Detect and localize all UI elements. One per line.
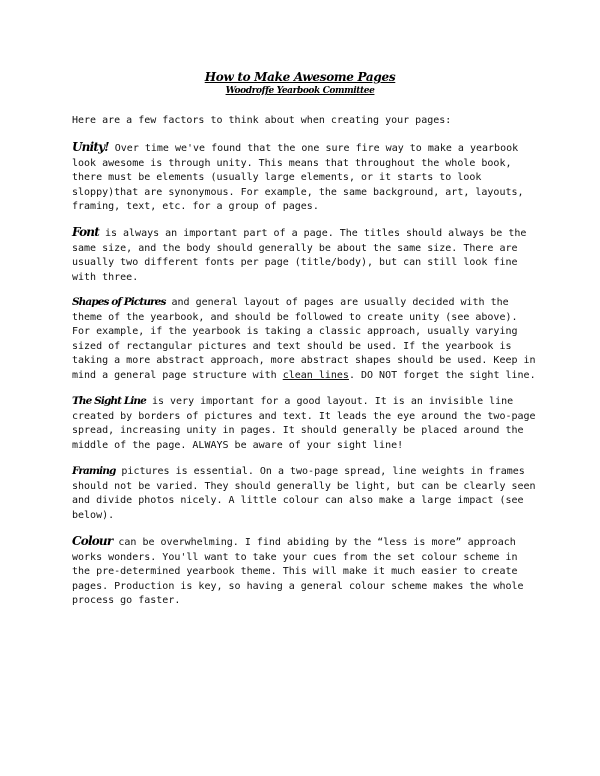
section-unity-line xyxy=(72,140,547,157)
section-shapes-text: mind a general page structure with xyxy=(72,369,283,381)
section-font-line: same size, and the body should generally be about the same size. There are xyxy=(72,242,518,254)
section-sight-line-text: is very important for a good layout. It is an invisible line xyxy=(145,396,514,407)
section-font-line: usually two different fonts per page (title/body), but can still look fine xyxy=(72,257,518,268)
section-font-heading: Font xyxy=(72,225,99,239)
section-colour-text: can be overwhelming. I find abiding by the “less is more” approach xyxy=(112,537,516,548)
section-shapes-line xyxy=(72,295,547,311)
section-framing-text: pictures is essential. On a two-page spread, line weights in frames xyxy=(115,466,525,477)
section-shapes-line: taking a more abstract approach, more abstract shapes should be used. Keep in xyxy=(72,355,536,366)
section-sight-line-line: spread, increasing unity in pages. It should generally be placed around the xyxy=(72,425,524,436)
section-framing-line: and divide photos nicely. A little colour can also make a large impact (see xyxy=(72,495,524,506)
section-unity-heading: Unity! xyxy=(72,140,109,154)
section-colour-line: the pre-determined yearbook theme. This will make it much easier to create xyxy=(72,566,518,577)
section-colour-line xyxy=(72,534,547,551)
section-shapes-heading: Shapes of Pictures xyxy=(72,296,166,308)
section-font-text: is always an important part of a page. The titles should always be the xyxy=(98,228,527,239)
section-unity-line: look awesome is through unity. This means that throughout the whole book, xyxy=(72,157,512,169)
page-subtitle: Woodroffe Yearbook Committee xyxy=(225,86,375,96)
section-colour-line: works wonders. You'll want to take your cues from the set colour scheme in xyxy=(72,551,518,563)
section-shapes-line xyxy=(72,369,547,384)
section-framing-line xyxy=(72,464,547,480)
section-sight-line xyxy=(72,394,547,453)
section-sight-line-line xyxy=(72,394,547,410)
clean-lines-emphasis: clean lines xyxy=(282,369,349,381)
section-framing xyxy=(72,464,547,523)
section-unity-text: Over time we've found that the one sure fire way to make a yearbook xyxy=(108,143,519,154)
section-unity-line: framing, text, etc. for a group of pages. xyxy=(72,201,319,212)
section-shapes-text: . DO NOT forget the sight line. xyxy=(348,369,536,381)
section-shapes-line: sized of rectangular pictures and text should be used. If the yearbook is xyxy=(72,340,512,352)
section-unity xyxy=(72,140,547,215)
page-title: How to Make Awesome Pages xyxy=(204,70,396,84)
intro-paragraph: Here are a few factors to think about when creating your pages: xyxy=(72,115,452,126)
section-font-line xyxy=(72,225,547,242)
section-colour-line: process go faster. xyxy=(72,595,181,606)
section-colour-heading: Colour xyxy=(72,534,113,548)
section-font-line: with three. xyxy=(72,271,139,283)
section-shapes-line: For example, if the yearbook is taking a classic approach, usually varying xyxy=(72,326,518,337)
section-sight-line-line: middle of the page. ALWAYS be aware of your sight line! xyxy=(72,439,404,451)
section-colour xyxy=(72,534,547,609)
section-unity-line: sloppy)that are synonymous. For example, the same background, art, layouts, xyxy=(72,186,524,198)
section-shapes-text: and general layout of pages are usually decided with the xyxy=(165,297,509,308)
section-shapes-line: theme of the yearbook, and should be followed to create unity (see above). xyxy=(72,311,518,323)
section-unity-line: there must be elements (usually large elements, or it starts to look xyxy=(72,172,482,183)
section-shapes xyxy=(72,295,547,383)
section-framing-line: below). xyxy=(72,509,115,521)
section-framing-line: should not be varied. They should generally be light, but can be clearly seen xyxy=(72,480,536,492)
section-framing-heading: Framing xyxy=(72,465,116,477)
section-font xyxy=(72,225,547,285)
section-sight-line-line: created by borders of pictures and text. It leads the eye around the two-page xyxy=(72,410,536,422)
section-colour-line: pages. Production is key, so having a general colour scheme makes the whole xyxy=(72,580,524,592)
section-sight-line-heading: The Sight Line xyxy=(72,395,146,407)
